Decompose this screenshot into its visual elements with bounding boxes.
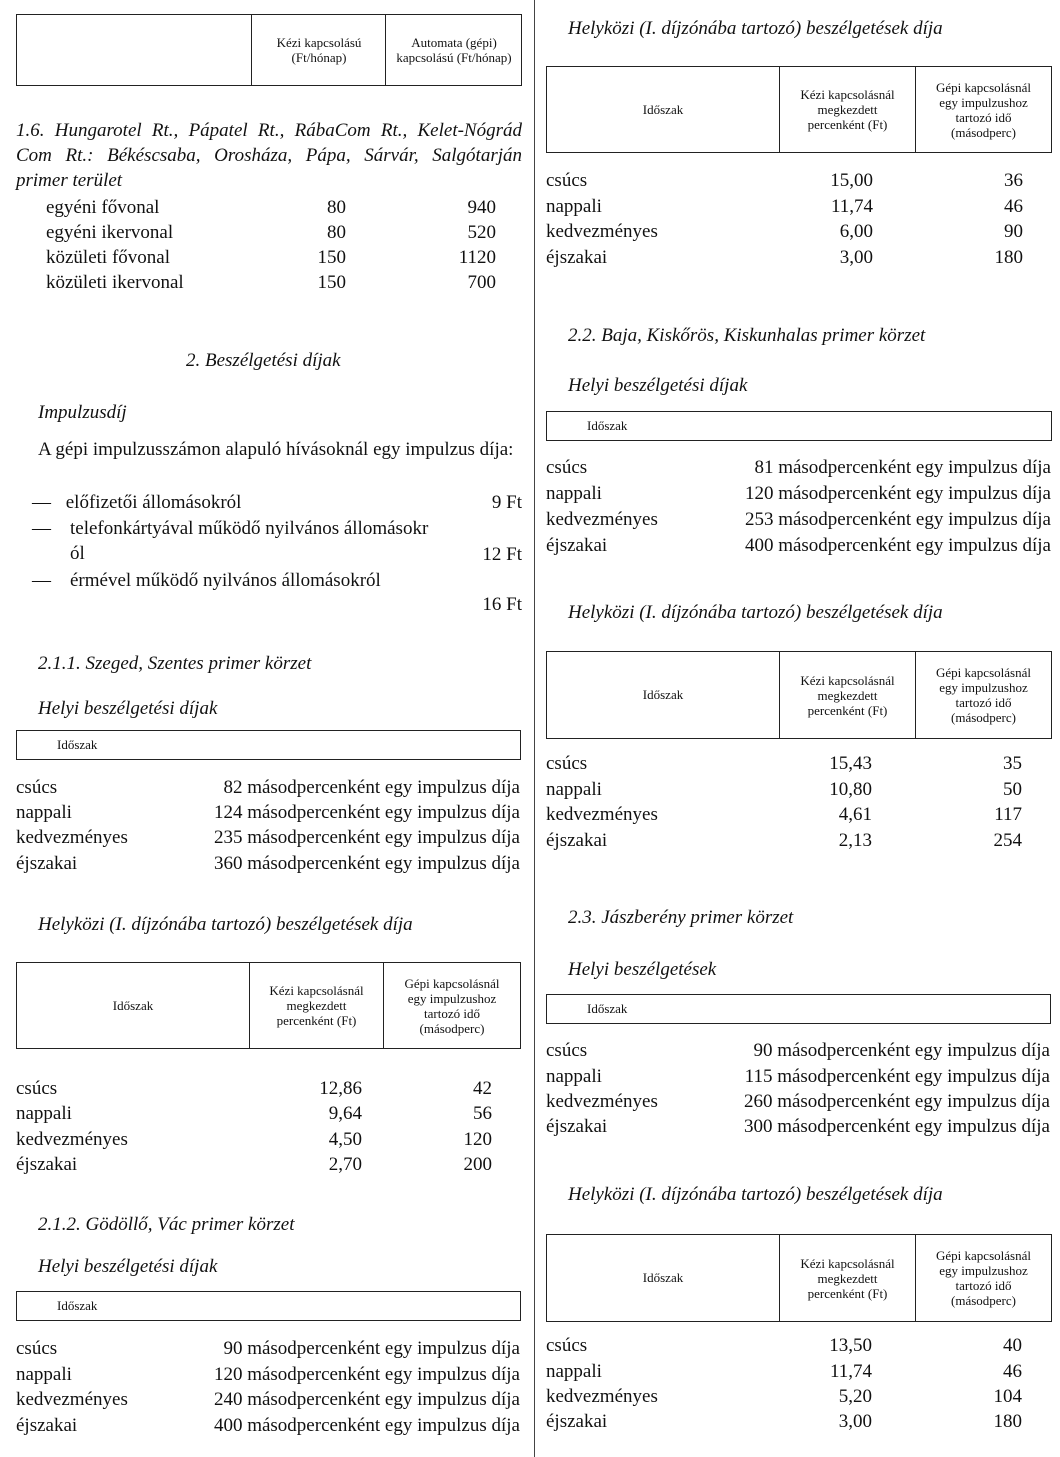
inter-rate-row bbox=[546, 1333, 1022, 1358]
local-rate-row bbox=[16, 800, 520, 825]
inter-auto: 254 bbox=[993, 830, 1022, 851]
local-rate-row bbox=[16, 1387, 520, 1412]
section-22-title: 2.2. Baja, Kiskőrös, Kiskunhalas primer körzet bbox=[568, 325, 926, 346]
fee-label: közületi fővonal bbox=[46, 247, 170, 268]
inter-rate-row bbox=[16, 1152, 492, 1177]
fee-manual: 150 bbox=[317, 247, 346, 268]
inter-rate-row bbox=[546, 194, 1023, 219]
inter-col-auto: Gépi kapcsolásnál egy impulzushoz tartozó idő (másodperc) bbox=[915, 67, 1051, 152]
local-rate-row bbox=[546, 533, 1051, 558]
column-divider bbox=[534, 0, 535, 1457]
period-label: éjszakai bbox=[546, 247, 608, 268]
local-rate: 120 másodpercenként egy impulzus díja bbox=[213, 1364, 520, 1385]
impulse-item-price: 16 Ft bbox=[482, 594, 522, 615]
period-label: csúcs bbox=[546, 1040, 588, 1061]
period-label: nappali bbox=[16, 1103, 72, 1124]
inter-auto: 42 bbox=[473, 1078, 492, 1099]
section-211-inter-title: Helyközi (I. díjzónába tartozó) beszélgetések díja bbox=[38, 914, 413, 935]
fee-auto: 1120 bbox=[458, 247, 496, 268]
inter-col-manual: Kézi kapcsolásnál megkezdett percenként (Ft) bbox=[249, 963, 383, 1048]
inter-rate-row bbox=[16, 1076, 492, 1101]
fee-manual: 150 bbox=[317, 272, 346, 293]
inter-period-header: Időszak bbox=[112, 997, 154, 1013]
local-rate-row bbox=[546, 455, 1051, 480]
top-col-manual: Kézi kapcsolású (Ft/hónap) bbox=[251, 15, 386, 85]
local-rate: 253 másodpercenként egy impulzus díja bbox=[744, 509, 1051, 530]
local-rate: 235 másodpercenként egy impulzus díja bbox=[213, 827, 520, 848]
inter-rate-row bbox=[546, 1359, 1022, 1384]
inter-period-header: Időszak bbox=[642, 1270, 684, 1285]
inter-auto: 40 bbox=[1003, 1335, 1022, 1356]
fee-row bbox=[16, 195, 496, 220]
period-label: éjszakai bbox=[546, 1116, 608, 1137]
inter-rate-row bbox=[546, 802, 1022, 827]
local-rate-row bbox=[16, 851, 520, 876]
dash: — bbox=[32, 518, 51, 539]
local-rate-row bbox=[546, 1114, 1050, 1139]
inter-col-manual: Kézi kapcsolásnál megkezdett percenként (Ft) bbox=[779, 652, 915, 738]
inter-auto: 46 bbox=[1003, 1361, 1022, 1382]
top-col-auto: Automata (gépi) kapcsolású (Ft/hónap) bbox=[385, 15, 522, 85]
period-label: kedvezményes bbox=[16, 827, 128, 848]
fee-manual: 80 bbox=[327, 222, 346, 243]
local-rate-row bbox=[16, 825, 520, 850]
section-212-title: 2.1.2. Gödöllő, Vác primer körzet bbox=[38, 1214, 295, 1235]
impulse-item-text: telefonkártyával működő nyilvános állomásokról bbox=[70, 518, 429, 564]
inter-auto: 180 bbox=[993, 1411, 1022, 1432]
local-rate: 400 másodpercenként egy impulzus díja bbox=[744, 535, 1051, 556]
period-label: csúcs bbox=[16, 1078, 58, 1099]
inter-rate-row bbox=[16, 1101, 492, 1126]
inter-manual: 15,00 bbox=[830, 170, 873, 191]
period-label: kedvezményes bbox=[546, 804, 658, 825]
period-label: kedvezményes bbox=[16, 1129, 128, 1150]
inter-rate-row bbox=[546, 751, 1022, 776]
section-22-local-title: Helyi beszélgetési díjak bbox=[568, 375, 748, 396]
inter-rate-row bbox=[546, 777, 1022, 802]
impulse-item-price: 12 Ft bbox=[482, 544, 522, 565]
inter-auto: 117 bbox=[994, 804, 1022, 825]
fee-label: közületi ikervonal bbox=[46, 272, 184, 293]
inter-manual: 13,50 bbox=[829, 1335, 872, 1356]
inter-period-header: Időszak bbox=[642, 687, 684, 702]
period-label: éjszakai bbox=[16, 1415, 78, 1436]
local-rate-row bbox=[546, 1064, 1050, 1089]
section-23-inter-title: Helyközi (I. díjzónába tartozó) beszélgetések díja bbox=[568, 1184, 943, 1205]
period-label: csúcs bbox=[16, 777, 58, 798]
section-212-inter-title: Helyközi (I. díjzónába tartozó) beszélgetések díja bbox=[568, 18, 943, 39]
local-rate: 90 másodpercenként egy impulzus díja bbox=[223, 1338, 520, 1359]
inter-auto: 120 bbox=[463, 1129, 492, 1150]
period-label: nappali bbox=[546, 1066, 602, 1087]
local-rate-row bbox=[546, 1038, 1050, 1063]
section-211-local-title: Helyi beszélgetési díjak bbox=[38, 698, 218, 719]
period-header: Időszak bbox=[16, 730, 521, 760]
inter-manual: 5,20 bbox=[838, 1386, 872, 1407]
inter-table-header bbox=[16, 962, 521, 1049]
period-label: éjszakai bbox=[546, 535, 608, 556]
fee-label: egyéni fővonal bbox=[46, 197, 160, 218]
period-label: csúcs bbox=[16, 1338, 58, 1359]
local-rate-row bbox=[546, 481, 1051, 506]
inter-manual: 12,86 bbox=[319, 1078, 362, 1099]
inter-manual: 15,43 bbox=[829, 753, 872, 774]
local-rate: 300 másodpercenként egy impulzus díja bbox=[743, 1116, 1050, 1137]
period-label: éjszakai bbox=[16, 853, 78, 874]
inter-table-header bbox=[546, 66, 1052, 153]
inter-table-header bbox=[546, 1234, 1052, 1322]
period-label: éjszakai bbox=[546, 830, 608, 851]
impulse-item-price: 9 Ft bbox=[491, 492, 522, 513]
inter-rate-row bbox=[546, 245, 1023, 270]
inter-table-header bbox=[546, 651, 1052, 739]
inter-col-manual: Kézi kapcsolásnál megkezdett percenként (Ft) bbox=[779, 1235, 915, 1321]
period-label: csúcs bbox=[546, 457, 588, 478]
local-rate: 400 másodpercenként egy impulzus díja bbox=[213, 1415, 520, 1436]
inter-auto: 104 bbox=[993, 1386, 1022, 1407]
period-label: kedvezményes bbox=[546, 1091, 658, 1112]
fee-auto: 520 bbox=[467, 222, 496, 243]
fee-label: egyéni ikervonal bbox=[46, 222, 174, 243]
inter-auto: 50 bbox=[1003, 779, 1022, 800]
period-label: éjszakai bbox=[16, 1154, 78, 1175]
inter-rate-row bbox=[546, 1384, 1022, 1409]
local-rate: 82 másodpercenként egy impulzus díja bbox=[223, 777, 520, 798]
inter-period-header: Időszak bbox=[642, 101, 684, 117]
inter-rate-row bbox=[546, 219, 1023, 244]
inter-manual: 2,70 bbox=[328, 1154, 362, 1175]
inter-auto: 90 bbox=[1004, 221, 1023, 242]
inter-col-auto: Gépi kapcsolásnál egy impulzushoz tartozó idő (másodperc) bbox=[915, 1235, 1051, 1321]
local-rate-row bbox=[16, 1336, 520, 1361]
impulse-item bbox=[32, 490, 522, 515]
top-table-header bbox=[16, 14, 522, 86]
local-rate: 260 másodpercenként egy impulzus díja bbox=[743, 1091, 1050, 1112]
impulse-title: Impulzusdíj bbox=[38, 402, 127, 423]
inter-col-manual: Kézi kapcsolásnál megkezdett percenként (Ft) bbox=[779, 67, 915, 152]
section-23-title: 2.3. Jászberény primer körzet bbox=[568, 907, 794, 928]
section-22-inter-title: Helyközi (I. díjzónába tartozó) beszélgetések díja bbox=[568, 602, 943, 623]
inter-auto: 35 bbox=[1003, 753, 1022, 774]
period-label: kedvezményes bbox=[546, 509, 658, 530]
local-rate-row bbox=[16, 775, 520, 800]
inter-manual: 10,80 bbox=[829, 779, 872, 800]
fee-row bbox=[16, 245, 496, 270]
local-rate: 240 másodpercenként egy impulzus díja bbox=[213, 1389, 520, 1410]
dash: — bbox=[32, 492, 51, 513]
period-label: nappali bbox=[546, 196, 602, 217]
inter-manual: 4,61 bbox=[838, 804, 872, 825]
inter-auto: 46 bbox=[1004, 196, 1023, 217]
section-212-local-title: Helyi beszélgetési díjak bbox=[38, 1256, 218, 1277]
inter-manual: 11,74 bbox=[830, 196, 873, 217]
period-label: kedvezményes bbox=[546, 1386, 658, 1407]
impulse-item bbox=[32, 568, 522, 620]
impulse-item-text: előfizetői állomásokról bbox=[65, 492, 242, 513]
inter-manual: 2,13 bbox=[838, 830, 872, 851]
inter-manual: 3,00 bbox=[839, 247, 873, 268]
local-rate-row bbox=[546, 507, 1051, 532]
period-label: nappali bbox=[16, 802, 72, 823]
inter-auto: 180 bbox=[994, 247, 1023, 268]
inter-col-auto: Gépi kapcsolásnál egy impulzushoz tartozó idő (másodperc) bbox=[915, 652, 1051, 738]
inter-col-auto: Gépi kapcsolásnál egy impulzushoz tartozó idő (másodperc) bbox=[383, 963, 520, 1048]
period-label: nappali bbox=[546, 483, 602, 504]
period-label: csúcs bbox=[546, 170, 588, 191]
inter-auto: 36 bbox=[1004, 170, 1023, 191]
fee-auto: 700 bbox=[467, 272, 496, 293]
local-rate: 360 másodpercenként egy impulzus díja bbox=[213, 853, 520, 874]
inter-rate-row bbox=[546, 168, 1023, 193]
local-rate: 90 másodpercenként egy impulzus díja bbox=[753, 1040, 1050, 1061]
impulse-item-text: érmével működő nyilvános állomásokról bbox=[70, 570, 381, 591]
inter-rate-row bbox=[546, 828, 1022, 853]
local-rate: 115 másodpercenként egy impulzus díja bbox=[744, 1066, 1050, 1087]
period-label: kedvezményes bbox=[546, 221, 658, 242]
local-rate-row bbox=[16, 1362, 520, 1387]
dash: — bbox=[32, 570, 51, 591]
inter-manual: 4,50 bbox=[328, 1129, 362, 1150]
inter-rate-row bbox=[16, 1127, 492, 1152]
period-label: csúcs bbox=[546, 753, 588, 774]
fee-manual: 80 bbox=[327, 197, 346, 218]
local-rate: 81 másodpercenként egy impulzus díja bbox=[754, 457, 1051, 478]
period-label: nappali bbox=[16, 1364, 72, 1385]
fee-row bbox=[16, 220, 496, 245]
section-1-6-heading: 1.6. Hungarotel Rt., Pápatel Rt., RábaCom Rt., Kelet-Nógrád Com Rt.: Békéscsaba, Orosháza, Pápa, Sárvár, Salgótarján primer terület bbox=[16, 120, 522, 191]
inter-manual: 6,00 bbox=[839, 221, 873, 242]
local-rate: 120 másodpercenként egy impulzus díja bbox=[744, 483, 1051, 504]
period-label: csúcs bbox=[546, 1335, 588, 1356]
local-rate-row bbox=[546, 1089, 1050, 1114]
period-label: kedvezményes bbox=[16, 1389, 128, 1410]
section-2-heading: 2. Beszélgetési díjak bbox=[186, 350, 341, 371]
period-label: nappali bbox=[546, 779, 602, 800]
period-header: Időszak bbox=[546, 994, 1051, 1024]
period-label: éjszakai bbox=[546, 1411, 608, 1432]
inter-auto: 200 bbox=[463, 1154, 492, 1175]
local-rate: 124 másodpercenként egy impulzus díja bbox=[213, 802, 520, 823]
period-header: Időszak bbox=[16, 1291, 521, 1321]
impulse-item bbox=[32, 516, 522, 568]
fee-row bbox=[16, 270, 496, 295]
section-211-title: 2.1.1. Szeged, Szentes primer körzet bbox=[38, 653, 312, 674]
inter-manual: 9,64 bbox=[328, 1103, 362, 1124]
impulse-intro: A gépi impulzusszámon alapuló hívásoknál egy impulzus díja: bbox=[38, 439, 514, 460]
period-label: nappali bbox=[546, 1361, 602, 1382]
inter-rate-row bbox=[546, 1409, 1022, 1434]
inter-auto: 56 bbox=[473, 1103, 492, 1124]
inter-manual: 3,00 bbox=[838, 1411, 872, 1432]
section-23-local-title: Helyi beszélgetések bbox=[568, 959, 717, 980]
local-rate-row bbox=[16, 1413, 520, 1438]
inter-manual: 11,74 bbox=[829, 1361, 872, 1382]
period-header: Időszak bbox=[546, 411, 1052, 441]
fee-auto: 940 bbox=[467, 197, 496, 218]
